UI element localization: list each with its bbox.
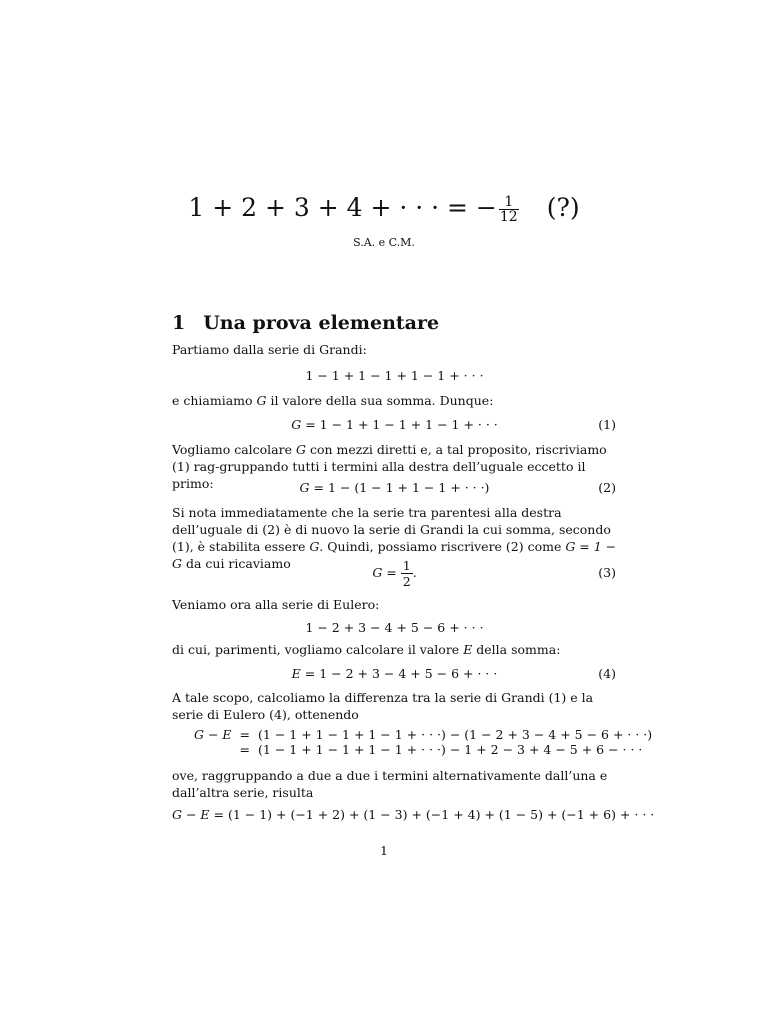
var-e: E (463, 642, 473, 657)
equation-number-4: (4) (598, 666, 616, 681)
section-title: Una prova elementare (203, 312, 440, 334)
var-g: G (299, 480, 310, 495)
paragraph-7: A tale scopo, calcoliamo la differenza tra la serie di Grandi (1) e la serie di Eulero (4), ottenendo (172, 690, 594, 722)
equation-3 (172, 558, 617, 589)
section-number: 1 (172, 312, 186, 334)
paragraph-2 (172, 392, 617, 409)
period: . (412, 565, 417, 580)
var-g: G (291, 417, 302, 432)
paragraph-6 (172, 641, 617, 658)
text: . Quindi, possiamo riscrivere (2) come (319, 539, 566, 554)
text: da cui ricaviamo (182, 556, 291, 571)
equation-grandi: 1 − 1 + 1 − 1 + 1 − 1 + · · · (305, 368, 484, 383)
inline-equation: G = 1 − G (172, 539, 617, 571)
frac-den: 2 (402, 574, 411, 589)
align-row-1 (190, 727, 656, 742)
paragraph-8: ove, raggruppando a due a due i termini alternativamente dall’una e dall’altra serie, risulta (172, 768, 608, 800)
var-g: G (372, 565, 383, 580)
equation-eulero: 1 − 2 + 3 − 4 + 5 − 6 + · · · (305, 620, 484, 635)
paper-title (0, 193, 768, 224)
title-frac-num: 1 (499, 195, 519, 210)
text: il valore della sua somma. Dunque: (266, 393, 494, 408)
text: e chiamiamo (172, 393, 257, 408)
eq-rhs: = 1 − 2 + 3 − 4 + 5 − 6 + · · · (300, 666, 498, 681)
text: Vogliamo calcolare (172, 442, 296, 457)
equation-4 (172, 666, 617, 681)
text: della somma: (472, 642, 561, 657)
align-eq: = (239, 742, 251, 757)
align-lhs-empty (190, 742, 236, 757)
fraction-one-half (401, 558, 413, 589)
lhs: G − E (172, 807, 210, 822)
align-lhs: G − E (194, 727, 232, 742)
title-fraction (499, 195, 519, 224)
paragraph-5: Veniamo ora alla serie di Eulero: (172, 597, 380, 612)
eq-rhs: = 1 − (1 − 1 + 1 − 1 + · · ·) (309, 480, 490, 495)
page-number: 1 (380, 843, 388, 858)
frac-num: 1 (402, 558, 411, 573)
var-g: G (309, 539, 320, 554)
equation-2 (172, 480, 617, 495)
text: Si nota immediatamente che la serie tra parentesi alla destra dell’uguale di (2) è di nuovo la serie di Grandi la cui somma, secondo (1), è stabilita essere (172, 505, 611, 554)
var-g: G (295, 442, 306, 457)
align-rhs-2: (1 − 1 + 1 − 1 + 1 − 1 + · · ·) − 1 + 2 − 3 + 4 − 5 + 6 − · · · (258, 742, 643, 757)
text: di cui, parimenti, vogliamo calcolare il valore (172, 642, 464, 657)
aligned-equation (190, 727, 656, 757)
var-e: E (291, 666, 301, 681)
eq-rhs: = (1 − 1) + (−1 + 2) + (1 − 3) + (−1 + 4) + (1 − 5) + (−1 + 6) + · · · (209, 807, 655, 822)
paragraph-1: Partiamo dalla serie di Grandi: (172, 342, 367, 357)
align-rhs-1: (1 − 1 + 1 − 1 + 1 − 1 + · · ·) − (1 − 2 + 3 − 4 + 5 − 6 + · · ·) (258, 727, 653, 742)
authors: S.A. e C.M. (353, 236, 415, 249)
equation-number-2: (2) (598, 480, 616, 495)
align-row-2 (190, 742, 656, 757)
eq-sign: = (382, 565, 401, 580)
equation-1 (172, 417, 617, 432)
title-question: (?) (546, 193, 580, 222)
eq-rhs: = 1 − 1 + 1 − 1 + 1 − 1 + · · · (301, 417, 498, 432)
equation-number-3: (3) (598, 565, 616, 580)
section-heading (172, 312, 439, 334)
align-eq: = (239, 727, 251, 742)
equation-last (172, 807, 655, 822)
var-g: G (256, 393, 267, 408)
title-frac-den: 12 (499, 209, 518, 225)
equation-number-1: (1) (598, 417, 616, 432)
title-lhs: 1 + 2 + 3 + 4 + · · · = − (188, 193, 497, 222)
text: con mezzi diretti e, a tal proposito, riscriviamo (1) rag-gruppando tutti i termini alla destra dell’uguale eccetto il primo: (172, 442, 607, 491)
